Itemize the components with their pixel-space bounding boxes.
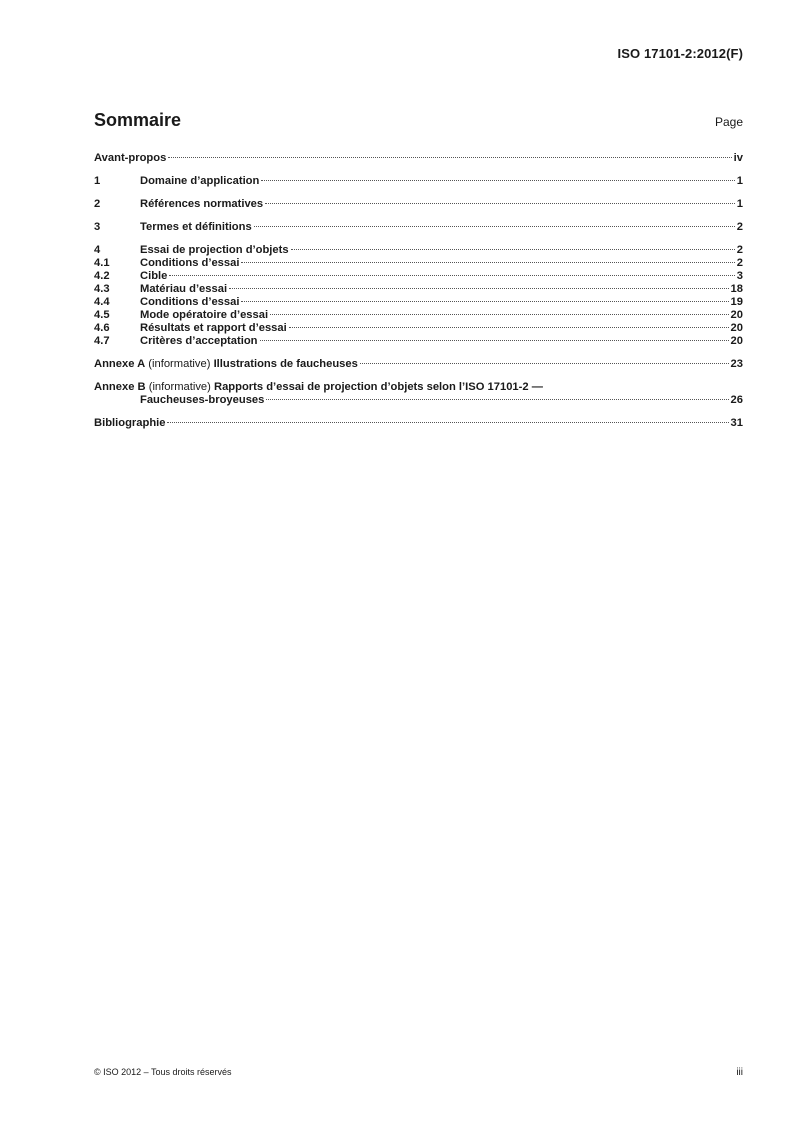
document-id: ISO 17101-2:2012(F) [617, 46, 743, 61]
page-title: Sommaire [94, 110, 182, 130]
toc-entry-3[interactable] [94, 221, 743, 234]
toc-entry-number: 3 [94, 221, 101, 233]
dot-leader [260, 340, 729, 341]
annex-b-second-line [94, 394, 743, 407]
table-of-contents [94, 152, 743, 430]
toc-entry-4-1[interactable] [94, 257, 743, 270]
toc-entry-page: 2 [736, 257, 743, 269]
toc-entry-number: 4.7 [94, 335, 110, 347]
toc-entry-page: 2 [736, 244, 743, 256]
toc-entry-text: Conditions d’essai [140, 296, 240, 308]
toc-entry-4-4[interactable] [94, 296, 743, 309]
dot-leader [229, 288, 728, 289]
page-footer [94, 1067, 743, 1078]
toc-entry-page: 23 [730, 358, 743, 370]
dot-leader [360, 363, 729, 364]
toc-entry-page: 19 [730, 296, 743, 308]
dot-leader [265, 203, 735, 204]
dot-leader [241, 301, 728, 302]
page-column-label: Page [714, 115, 743, 129]
toc-entry-number: 4.5 [94, 309, 110, 321]
dot-leader [241, 262, 734, 263]
toc-entry-page: 1 [736, 198, 743, 210]
toc-entry-annex-b[interactable] [94, 381, 743, 407]
dot-leader [289, 327, 729, 328]
toc-entry-1[interactable] [94, 175, 743, 188]
toc-title-row [94, 110, 743, 131]
annex-label: Annexe B [94, 381, 146, 393]
toc-entry-4-5[interactable] [94, 309, 743, 322]
dot-leader [167, 422, 728, 423]
dot-leader [291, 249, 735, 250]
toc-entry-page: 20 [730, 335, 743, 347]
toc-entry-number: 4.4 [94, 296, 110, 308]
annex-type: (informative) [148, 381, 211, 393]
toc-entry-2[interactable] [94, 198, 743, 211]
toc-entry-4[interactable] [94, 244, 743, 257]
toc-entry-text: Termes et définitions [140, 221, 252, 233]
toc-entry-text: Mode opératoire d’essai [140, 309, 269, 321]
annex-type: (informative) [148, 358, 211, 370]
annex-title: Rapports d’essai de projection d’objets selon l’ISO 17101-2 — [214, 381, 543, 393]
annex-b-first-line [94, 381, 743, 394]
toc-entry-page: 31 [730, 417, 743, 429]
toc-entry-text: Conditions d’essai [140, 257, 240, 269]
toc-entry-number: 4 [94, 244, 101, 256]
toc-entry-text: Avant-propos [94, 152, 167, 164]
toc-entry-4-2[interactable] [94, 270, 743, 283]
toc-entry-number: 4.1 [94, 257, 110, 269]
toc-entry-page: iv [733, 152, 743, 164]
toc-entry-text: Bibliographie [94, 417, 166, 429]
dot-leader [261, 180, 734, 181]
toc-entry-number: 4.2 [94, 270, 110, 282]
page-number: iii [736, 1067, 743, 1078]
toc-entry-annex-a[interactable] [94, 358, 743, 371]
toc-entry-text: Résultats et rapport d’essai [140, 322, 287, 334]
toc-entry-number: 4.3 [94, 283, 110, 295]
dot-leader [169, 275, 734, 276]
toc-entry-number: 4.6 [94, 322, 110, 334]
toc-entry-text: Critères d’acceptation [140, 335, 258, 347]
toc-entry-number: 1 [94, 175, 101, 187]
toc-entry-text: Références normatives [140, 198, 264, 210]
toc-entry-page: 2 [736, 221, 743, 233]
toc-entry-page: 26 [730, 394, 743, 406]
dot-leader [168, 157, 731, 158]
toc-entry-number: 2 [94, 198, 101, 210]
annex-label: Annexe A [94, 358, 146, 370]
annex-title-continued: Faucheuses-broyeuses [140, 394, 265, 406]
toc-entry-text: Essai de projection d’objets [140, 244, 289, 256]
toc-entry-text: Matériau d’essai [140, 283, 228, 295]
toc-entry-page: 1 [736, 175, 743, 187]
copyright-notice: © ISO 2012 – Tous droits réservés [94, 1067, 232, 1077]
toc-entry-4-7[interactable] [94, 335, 743, 348]
toc-entry-page: 18 [730, 283, 743, 295]
toc-entry-text: Domaine d’application [140, 175, 260, 187]
dot-leader [254, 226, 735, 227]
toc-entry-page: 20 [730, 309, 743, 321]
dot-leader [270, 314, 728, 315]
annex-title: Illustrations de faucheuses [213, 358, 358, 370]
toc-entry-foreword[interactable] [94, 152, 743, 165]
toc-entry-4-3[interactable] [94, 283, 743, 296]
toc-entry-page: 20 [730, 322, 743, 334]
toc-entry-bibliography[interactable] [94, 417, 743, 430]
dot-leader [266, 399, 728, 400]
toc-entry-page: 3 [736, 270, 743, 282]
toc-entry-text: Cible [140, 270, 168, 282]
toc-entry-4-6[interactable] [94, 322, 743, 335]
